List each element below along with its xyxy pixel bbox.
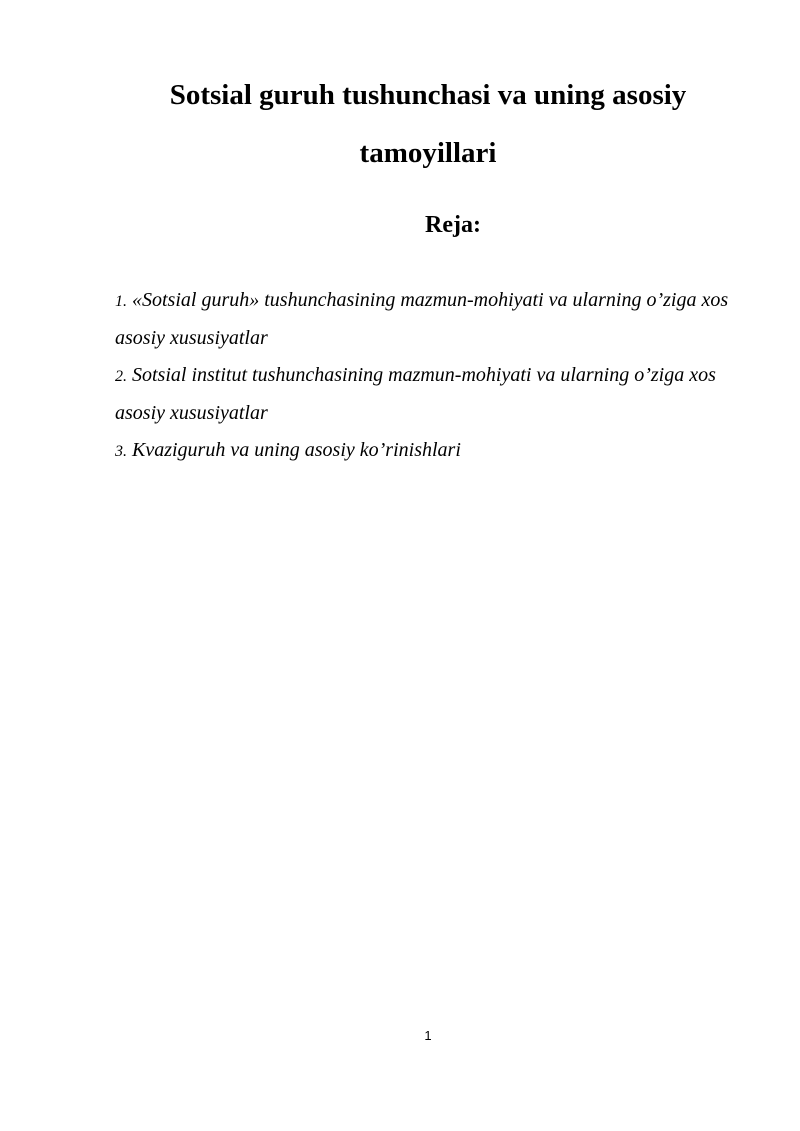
plan-item-3 bbox=[115, 432, 755, 470]
document-title bbox=[100, 72, 756, 188]
document-title-line-1: Sotsial guruh tushunchasi va uning asosiy bbox=[169, 79, 687, 111]
plan-heading: Reja: bbox=[425, 212, 481, 238]
plan-item-2 bbox=[115, 357, 755, 432]
plan-item-1 bbox=[115, 282, 755, 357]
plan-item-number: 2. bbox=[115, 368, 127, 385]
plan-item-text: Kvaziguruh va uning asosiy ko’rinishlari bbox=[132, 439, 461, 461]
plan-item-number: 3. bbox=[115, 443, 127, 460]
plan-list bbox=[115, 282, 755, 470]
plan-item-text: «Sotsial guruh» tushunchasining mazmun-mohiyati va ularning o’ziga xos asosiy xususiyatlar bbox=[115, 289, 729, 349]
document-title-line-2: tamoyillari bbox=[359, 137, 497, 169]
plan-item-number: 1. bbox=[115, 293, 127, 310]
page-number: 1 bbox=[424, 1028, 432, 1043]
plan-item-text: Sotsial institut tushunchasining mazmun-mohiyati va ularning o’ziga xos asosiy xususiyatlar bbox=[115, 364, 716, 424]
